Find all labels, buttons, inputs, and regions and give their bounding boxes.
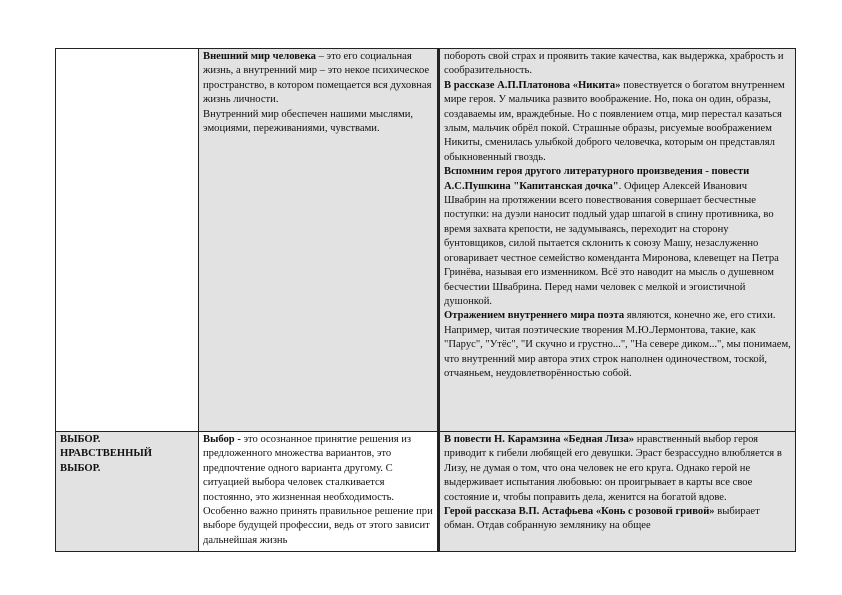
bold-text: Внешний мир человека [203, 51, 316, 62]
examples-text [444, 433, 791, 551]
paragraph [444, 433, 791, 505]
text-run: . Офицер Алексей Иванович Швабрин на протяжении всего повествования совершает бесчестные поступки: на дуэли наносит подлый удар шпагой в спину противника, во время захвата крепости, не задумываясь, переходит на сторону бунтовщиков, силой пытается склонить к союзу Машу, незаслуженно оговаривает честное семейство коменданта Миронова, клевещет на Петра Гринёва, называя его изменником. Всё это наводит на мысль о душевном бесчестии Швабрина. Перед нами человек с мелкой и эгоистичной душонкой. [444, 180, 779, 307]
bold-text: Вспомним героя другого литературного произведения - повести А.С.Пушкина "Капитанская дочка" [444, 166, 750, 192]
paragraph [203, 433, 433, 548]
table-row [56, 432, 796, 552]
text-run: повествуется о богатом внутреннем мире героя. У мальчика развито воображение. Но, пока он один, образы, создаваемы им, враждебные. Но с появлением отца, мир перестал казаться злым, мальчик обрёл покой. Страшные образы, рисуемые воображением Никиты, сменилась улыбкой доброго человечка, которым он представлял обыкновенный гвоздь. [444, 79, 785, 163]
paragraph [444, 50, 791, 79]
paragraph [444, 505, 791, 534]
examples-cell [439, 49, 796, 432]
text-run: нравственный выбор героя приводит к гибели любящей его девушки. Эраст безрассудно влюбляется в Лизу, не думая о том, что она человек не его круга. Однако герой не выдерживает испытания любовью: он проигрывает в карты все свое состояние и, чтобы поправить дела, женится на богатой вдове. [444, 434, 782, 503]
term-cell [56, 432, 199, 552]
bold-text: Выбор - [203, 434, 241, 445]
definition-cell [199, 432, 439, 552]
term-heading: ВЫБОР. НРАВСТВЕННЫЙ ВЫБОР. [60, 434, 153, 474]
table-row [56, 49, 796, 432]
text-run: Внутренний мир обеспечен нашими мыслями, эмоциями, переживаниями, чувствами. [203, 108, 414, 135]
text-run: это осознанное принятие решения из предложенного множества вариантов, это предпочтение одного варианта другому. С ситуацией выбора человек сталкивается постоянно, это жизненная необходимость. Особенно важно принять правильное решение при выборе будущей профессии, ведь от этого зависит дальнейшая жизнь [203, 434, 433, 546]
term-cell [56, 49, 199, 432]
definition-cell [199, 49, 439, 432]
paragraph [444, 79, 791, 165]
content-table [55, 48, 796, 552]
text-run: выбирает обман. Отдав собранную землянику на общее [444, 506, 760, 532]
text-run: побороть свой страх и проявить такие качества, как выдержка, храбрость и сообразительность. [444, 51, 784, 77]
text-run: – это его социальная жизнь, а внутренний мир – это некое психическое пространство, в котором помещается вся духовная жизнь личности. [203, 51, 432, 106]
paragraph [444, 165, 791, 309]
bold-text: В повести Н. Карамзина «Бедная Лиза» [444, 434, 635, 445]
bold-text: Герой рассказа В.П. Астафьева «Конь с розовой гривой» [444, 506, 715, 518]
bold-text: В рассказе А.П.Платонова «Никита» [444, 79, 621, 91]
paragraph [203, 50, 433, 108]
paragraph [444, 309, 791, 381]
definition-text [203, 433, 433, 551]
definition-text [203, 50, 433, 136]
paragraph [203, 108, 433, 137]
examples-text [444, 50, 791, 381]
bold-text: Отражением внутреннего мира поэта [444, 310, 625, 322]
text-run: являются, конечно же, его стихи. Например, читая поэтические творения М.Ю.Лермонтова, такие, как "Парус", "Утёс", "И скучно и грустно...", "На севере диком...", мы понимаем, что внутренний мир автора этих строк наполнен одиночеством, тоской, отчаяньем, неудовлетворённостью собой. [444, 310, 791, 379]
examples-cell [439, 432, 796, 552]
